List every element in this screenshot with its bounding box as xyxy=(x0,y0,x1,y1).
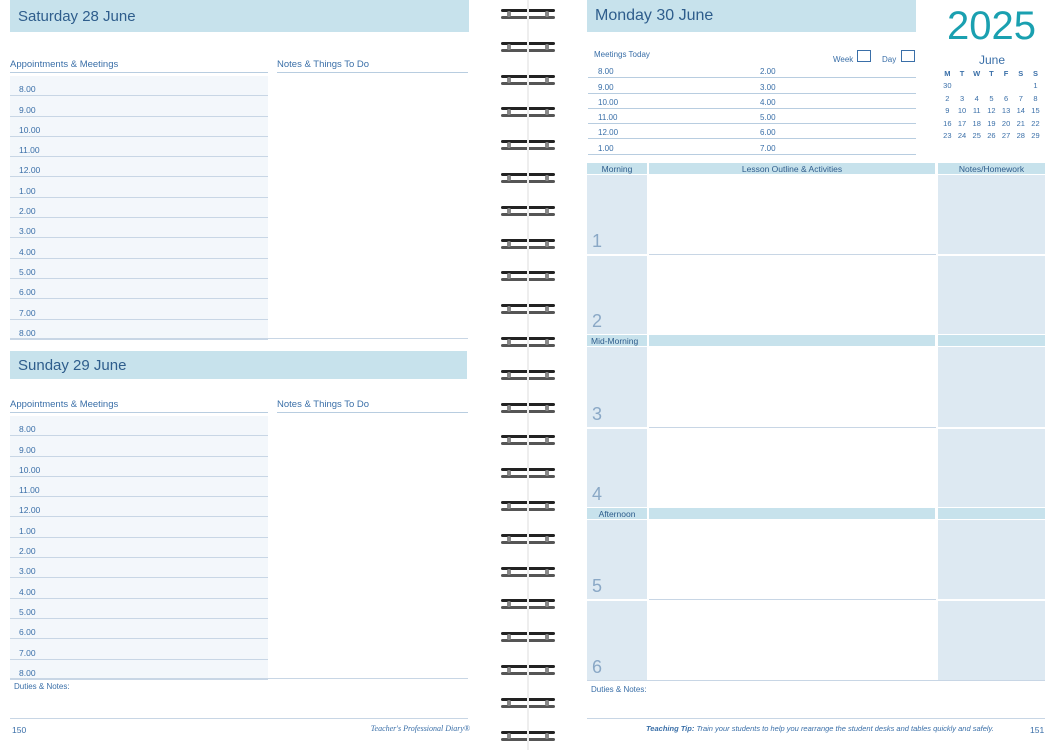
calendar-weekday: T xyxy=(989,68,994,78)
time-slot: 6.00 xyxy=(10,619,268,639)
calendar-day: 16 xyxy=(943,118,952,128)
period-3-notes xyxy=(938,347,1045,427)
saturday-notes-label: Notes & Things To Do xyxy=(277,59,468,73)
monday-title: Monday 30 June xyxy=(595,7,714,24)
time-slot: 8.00 xyxy=(10,320,268,340)
period-4 xyxy=(587,429,647,507)
meeting-time-row: 1.00 xyxy=(588,139,752,154)
notes-homework-header: Notes/Homework xyxy=(938,163,1045,174)
period-6-notes xyxy=(938,601,1045,680)
period-2-number: 2 xyxy=(592,311,603,331)
teaching-tip xyxy=(646,724,994,733)
time-slot: 1.00 xyxy=(10,517,268,537)
time-slot: 2.00 xyxy=(10,198,268,218)
calendar-week-row xyxy=(940,130,1044,143)
mini-calendar xyxy=(940,67,1044,142)
calendar-day: 3 xyxy=(959,93,965,103)
meeting-times-left xyxy=(588,63,752,155)
calendar-day: 26 xyxy=(987,131,996,141)
period-1-number: 1 xyxy=(592,231,603,251)
mid-morning-notes-bar xyxy=(938,335,1045,346)
time-slot: 8.00 xyxy=(10,76,268,96)
afternoon-notes-bar xyxy=(938,508,1045,519)
time-slot: 7.00 xyxy=(10,299,268,319)
calendar-weekday: S xyxy=(1018,68,1024,78)
week-label: Week xyxy=(833,55,854,64)
calendar-day: 1 xyxy=(1033,81,1038,91)
calendar-week-row xyxy=(940,105,1044,118)
afternoon-label: Afternoon xyxy=(598,508,636,519)
period-4-number: 4 xyxy=(592,484,603,504)
left-page-number: 150 xyxy=(12,725,27,735)
lesson-grid xyxy=(587,163,1045,680)
calendar-day: 25 xyxy=(972,131,981,141)
time-slot: 11.00 xyxy=(10,477,268,497)
time-slot: 2.00 xyxy=(10,538,268,558)
teaching-tip-label: Teaching Tip: xyxy=(646,724,695,733)
day-checkbox[interactable] xyxy=(901,50,915,62)
time-slot: 1.00 xyxy=(10,177,268,197)
meeting-time-row: 12.00 xyxy=(588,124,752,139)
calendar-day: 17 xyxy=(957,118,967,128)
saturday-appointments-label: Appointments & Meetings xyxy=(10,59,268,73)
week-checkbox[interactable] xyxy=(857,50,871,62)
lesson-grid-bottom-line xyxy=(587,680,1045,681)
right-page-number: 151 xyxy=(1030,725,1045,735)
calendar-day: 12 xyxy=(987,106,996,116)
calendar-weekday: T xyxy=(959,68,965,78)
time-slot: 12.00 xyxy=(10,157,268,177)
period-1-notes xyxy=(938,175,1045,254)
meeting-time-row: 10.00 xyxy=(588,94,752,109)
calendar-week-row xyxy=(940,92,1044,105)
period-4-notes xyxy=(938,429,1045,507)
period-1 xyxy=(587,175,647,254)
calendar-day: 30 xyxy=(943,81,952,91)
calendar-day: 20 xyxy=(1001,118,1011,128)
period-5-line xyxy=(649,599,936,600)
time-slot: 11.00 xyxy=(10,137,268,157)
lesson-outline-header: Lesson Outline & Activities xyxy=(649,163,935,174)
calendar-week-row xyxy=(940,117,1044,130)
period-2 xyxy=(587,256,647,334)
meeting-time-row: 6.00 xyxy=(750,124,916,139)
calendar-day: 28 xyxy=(1016,131,1025,141)
calendar-month: June xyxy=(978,53,1006,67)
mid-morning-header xyxy=(587,335,647,346)
afternoon-header xyxy=(587,508,647,519)
meeting-time-row: 8.00 xyxy=(588,63,752,78)
meeting-time-row: 4.00 xyxy=(750,94,916,109)
time-slot: 6.00 xyxy=(10,279,268,299)
period-5-notes xyxy=(938,520,1045,599)
calendar-day: 8 xyxy=(1033,93,1038,103)
right-duties-label: Duties & Notes: xyxy=(591,685,647,694)
mid-morning-outline-bar xyxy=(649,335,935,346)
teaching-tip-text: Train your students to help you rearrange the student desks and tables quickly and safely. xyxy=(696,724,994,733)
calendar-day: 24 xyxy=(957,131,967,141)
period-2-notes xyxy=(938,256,1045,334)
time-slot: 12.00 xyxy=(10,497,268,517)
calendar-day: 15 xyxy=(1031,106,1040,116)
time-slot: 3.00 xyxy=(10,558,268,578)
calendar-day: 18 xyxy=(972,118,981,128)
afternoon-outline-bar xyxy=(649,508,935,519)
time-slot: 5.00 xyxy=(10,259,268,279)
time-slot: 9.00 xyxy=(10,96,268,116)
sunday-bottom-line xyxy=(10,678,468,679)
time-slot: 10.00 xyxy=(10,457,268,477)
mid-morning-label: Mid-Morning xyxy=(591,335,639,346)
meeting-time-row: 9.00 xyxy=(588,78,752,93)
calendar-day: 4 xyxy=(974,93,979,103)
year-label: 2025 xyxy=(947,4,1036,48)
time-slot: 5.00 xyxy=(10,599,268,619)
period-3-line xyxy=(649,427,936,428)
time-slot: 10.00 xyxy=(10,117,268,137)
calendar-day: 9 xyxy=(945,106,950,116)
meetings-today-label: Meetings Today xyxy=(594,50,650,59)
left-footer-line xyxy=(10,718,468,719)
calendar-day: 14 xyxy=(1016,106,1025,116)
saturday-header xyxy=(10,0,469,32)
calendar-day: 2 xyxy=(945,93,950,103)
period-5-number: 5 xyxy=(592,576,603,596)
calendar-day: 5 xyxy=(989,93,994,103)
calendar-day: 19 xyxy=(987,118,996,128)
meeting-time-row: 11.00 xyxy=(588,109,752,124)
calendar-weekday: S xyxy=(1032,68,1038,78)
calendar-day: 29 xyxy=(1031,131,1040,141)
period-6-number: 6 xyxy=(592,657,603,677)
sunday-notes-label: Notes & Things To Do xyxy=(277,399,468,413)
period-5 xyxy=(587,520,647,599)
time-slot: 7.00 xyxy=(10,639,268,659)
saturday-bottom-line xyxy=(10,338,468,339)
calendar-weekday: M xyxy=(944,68,951,78)
calendar-day: 21 xyxy=(1016,118,1025,128)
saturday-time-slots xyxy=(10,76,268,338)
calendar-day: 11 xyxy=(972,106,981,116)
meeting-time-row: 3.00 xyxy=(750,78,916,93)
meeting-times-right xyxy=(750,63,916,155)
time-slot: 3.00 xyxy=(10,218,268,238)
calendar-day: 6 xyxy=(1004,93,1009,103)
meeting-time-row: 7.00 xyxy=(750,139,916,154)
meeting-time-row: 5.00 xyxy=(750,109,916,124)
saturday-title: Saturday 28 June xyxy=(18,7,136,25)
calendar-day: 27 xyxy=(1001,131,1011,141)
calendar-day: 7 xyxy=(1018,93,1023,103)
day-label: Day xyxy=(882,55,897,64)
calendar-weekday: W xyxy=(973,68,981,78)
calendar-day: 10 xyxy=(957,106,967,116)
calendar-day: 13 xyxy=(1001,106,1011,116)
monday-header xyxy=(587,0,916,32)
sunday-title: Sunday 29 June xyxy=(18,356,127,374)
period-3-number: 3 xyxy=(592,404,603,424)
sunday-time-slots xyxy=(10,416,268,678)
period-6 xyxy=(587,601,647,680)
calendar-day: 23 xyxy=(943,131,952,141)
period-3 xyxy=(587,347,647,427)
time-slot: 4.00 xyxy=(10,578,268,598)
time-slot: 8.00 xyxy=(10,660,268,680)
calendar-weekday-row xyxy=(940,67,1044,80)
calendar-weekday: F xyxy=(1003,68,1009,78)
binding-gutter xyxy=(527,0,529,750)
meeting-time-row: 2.00 xyxy=(750,63,916,78)
right-footer-line xyxy=(587,718,1045,719)
morning-header: Morning xyxy=(587,163,647,174)
time-slot: 9.00 xyxy=(10,436,268,456)
calendar-day: 22 xyxy=(1031,118,1040,128)
time-slot: 4.00 xyxy=(10,238,268,258)
time-slot: 8.00 xyxy=(10,416,268,436)
sunday-header xyxy=(10,351,467,379)
period-1-line xyxy=(649,254,936,255)
left-duties-label: Duties & Notes: xyxy=(14,682,70,691)
calendar-week-row xyxy=(940,80,1044,93)
footer-diary-title: Teacher's Professional Diary® xyxy=(370,724,470,733)
sunday-appointments-label: Appointments & Meetings xyxy=(10,399,268,413)
